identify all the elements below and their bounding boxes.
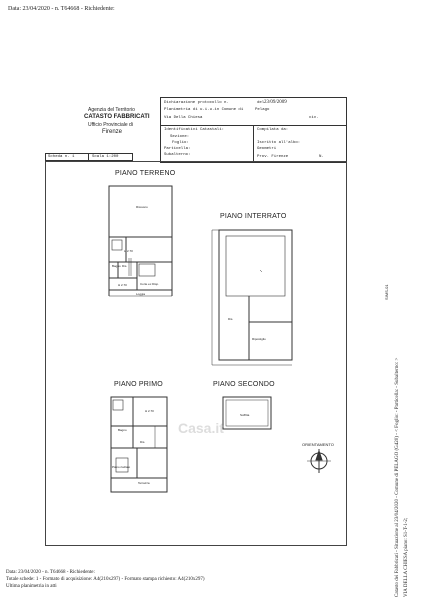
plan-terreno <box>109 186 172 296</box>
room-terreno-bagno: Bagno <box>112 264 121 268</box>
agency-name: Agenzia del Territorio <box>88 107 135 113</box>
room-interrato-rip: Ripostiglio <box>252 337 266 341</box>
parcel-label: Particella: <box>164 147 191 151</box>
office-city: Firenze <box>102 129 123 135</box>
room-primo-1: H 2.70 <box>145 409 154 413</box>
title-piano-secondo: PIANO SECONDO <box>213 381 275 388</box>
sheet-label: Foglio: <box>172 141 189 145</box>
room-terreno-loggia: Loggia <box>136 292 146 296</box>
room-interrato-dis: Dis. <box>228 317 234 321</box>
top-stamp: Data: 23/04/2020 - n. T64668 - Richiedente: <box>8 6 115 12</box>
planimetry-label: Planimetria di u.i.u.in Comune di <box>164 108 244 112</box>
municipality: Pelago <box>255 108 270 112</box>
room-terreno-small: H 2.70 <box>118 283 127 287</box>
bottom-line-3: Ultima planimetria in atti <box>6 584 57 589</box>
cadastral-ids-label: Identificativi Catastali: <box>164 128 225 132</box>
room-primo-terrazzo: Terrazza <box>138 481 150 485</box>
declaration-date: 23/09/2009 <box>264 100 287 105</box>
plan-interrato <box>212 230 292 365</box>
declaration-label: Dichiarazione protocollo n. <box>164 101 229 105</box>
orientamento-label: ORIENTAMENTO <box>302 442 334 447</box>
watermark: Casa.it <box>178 420 224 436</box>
declaration-date-prefix: del <box>257 101 265 105</box>
room-terreno-2: H 2.70 <box>124 249 133 253</box>
number-label: N. <box>319 155 324 159</box>
scheda-label: Scheda n. 1 <box>48 155 75 159</box>
bottom-line-1: Data: 23/04/2020 - n. T64668 - Richiedente: <box>6 570 95 575</box>
plan-primo <box>111 397 167 492</box>
room-secondo-soffitta: Soffitta <box>240 413 250 417</box>
office-sub: Ufficio Provinciale di <box>88 122 133 128</box>
title-piano-interrato: PIANO INTERRATO <box>220 213 287 220</box>
room-terreno-dis: Dis. <box>122 264 128 268</box>
room-primo-bagno: Bagno <box>118 428 127 432</box>
compiled-by-label: Compilata da: <box>257 128 289 132</box>
side-code: SIMS-01 <box>384 284 389 300</box>
civ-label: civ. <box>309 116 319 120</box>
title-piano-terreno: PIANO TERRENO <box>115 170 176 177</box>
profession: Geometri <box>257 147 277 151</box>
room-terreno-main: Ricovero <box>136 205 148 209</box>
bottom-line-2: Totale schede: 1 - Formato di acquisizione: A4(210x297) - Formato stampa richiesto: A4(210x297) <box>6 577 205 582</box>
registered-label: Iscritto all'albo: <box>257 141 301 145</box>
north-arrow <box>307 449 331 473</box>
subaltern-label: Subalterno: <box>164 153 191 157</box>
room-primo-dis: Dis. <box>140 440 146 444</box>
title-piano-primo: PIANO PRIMO <box>114 381 163 388</box>
scale-label: Scala 1:200 <box>92 155 119 159</box>
side-text-main: Catasto dei Fabbricati - Situazione al 23/04/2020 - Comune di PELAGO (G420) - < Foglio: - Particella: - Subalterno: > <box>395 357 400 597</box>
section-label: Sezione: <box>170 135 190 139</box>
room-terreno-corte: Corte ex Disp. <box>140 282 160 286</box>
office-name: CATASTO FABBRICATI <box>84 114 150 120</box>
room-primo-pianerottolo: Piano rialzato <box>112 465 131 469</box>
province-label: Prov. Firenze <box>257 155 289 159</box>
side-text-sub: VIA DELLA CHIESA piano: S1-T-1-2; <box>404 517 409 597</box>
street: Via Della Chiesa <box>164 116 203 120</box>
